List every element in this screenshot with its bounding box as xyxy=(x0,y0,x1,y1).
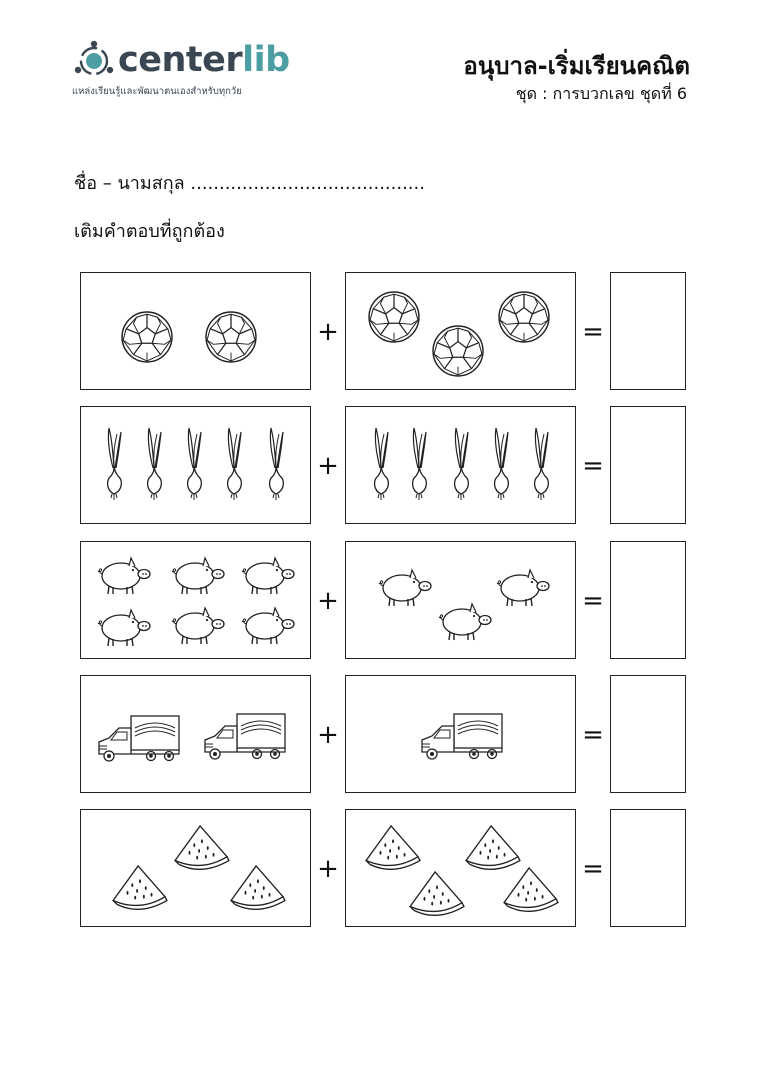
brand-tagline: แหล่งเรียนรู้และพัฒนาตนเองสำหรับทุกวัย xyxy=(72,86,242,97)
right-picture-box xyxy=(345,541,576,659)
answer-box[interactable] xyxy=(610,675,686,793)
soccer-ball-icon xyxy=(121,311,173,363)
pig-icon xyxy=(169,554,225,596)
answer-box[interactable] xyxy=(610,406,686,524)
plus-sign: + xyxy=(317,854,339,884)
page-title: อนุบาล-เริ่มเรียนคณิต xyxy=(463,52,690,80)
green-onion-icon xyxy=(366,425,396,503)
right-picture-box xyxy=(345,675,576,793)
answer-box[interactable] xyxy=(610,541,686,659)
watermelon-slice-icon xyxy=(173,824,231,874)
equals-sign: = xyxy=(582,586,604,616)
right-picture-box xyxy=(345,406,576,524)
plus-sign: + xyxy=(317,586,339,616)
plus-sign: + xyxy=(317,720,339,750)
plus-sign: + xyxy=(317,317,339,347)
watermelon-slice-icon xyxy=(408,870,466,920)
pig-icon xyxy=(95,606,151,648)
left-picture-box xyxy=(80,541,311,659)
centerlib-logo-icon xyxy=(72,38,116,82)
green-onion-icon xyxy=(219,425,249,503)
answer-box[interactable] xyxy=(610,809,686,927)
right-picture-box xyxy=(345,809,576,927)
right-picture-box xyxy=(345,272,576,390)
equals-sign: = xyxy=(582,854,604,884)
instruction-text: เติมคำตอบที่ถูกต้อง xyxy=(74,221,225,242)
watermelon-slice-icon xyxy=(364,824,422,874)
brand-logo xyxy=(72,36,302,106)
pig-icon xyxy=(239,554,295,596)
pig-icon xyxy=(95,554,151,596)
pig-icon xyxy=(436,600,492,642)
watermelon-slice-icon xyxy=(229,864,287,914)
green-onion-icon xyxy=(526,425,556,503)
left-picture-box xyxy=(80,406,311,524)
soccer-ball-icon xyxy=(432,325,484,377)
pig-icon xyxy=(169,604,225,646)
soccer-ball-icon xyxy=(368,291,420,343)
soccer-ball-icon xyxy=(205,311,257,363)
plus-sign: + xyxy=(317,451,339,481)
equals-sign: = xyxy=(582,451,604,481)
watermelon-slice-icon xyxy=(502,866,560,916)
pig-icon xyxy=(376,566,432,608)
equals-sign: = xyxy=(582,317,604,347)
green-onion-icon xyxy=(261,425,291,503)
name-field-line: ชื่อ – นามสกุล ......................................... xyxy=(74,173,425,194)
page-subtitle: ชุด : การบวกเลข ชุดที่ 6 xyxy=(515,84,687,103)
left-picture-box xyxy=(80,675,311,793)
brand-name: centerlib xyxy=(118,40,290,80)
truck-icon xyxy=(201,710,287,762)
equals-sign: = xyxy=(582,720,604,750)
pig-icon xyxy=(239,604,295,646)
green-onion-icon xyxy=(179,425,209,503)
truck-icon xyxy=(418,710,504,762)
green-onion-icon xyxy=(404,425,434,503)
green-onion-icon xyxy=(99,425,129,503)
green-onion-icon xyxy=(486,425,516,503)
watermelon-slice-icon xyxy=(111,864,169,914)
answer-box[interactable] xyxy=(610,272,686,390)
soccer-ball-icon xyxy=(498,291,550,343)
left-picture-box xyxy=(80,272,311,390)
green-onion-icon xyxy=(139,425,169,503)
left-picture-box xyxy=(80,809,311,927)
truck-icon xyxy=(95,712,181,764)
pig-icon xyxy=(494,566,550,608)
green-onion-icon xyxy=(446,425,476,503)
